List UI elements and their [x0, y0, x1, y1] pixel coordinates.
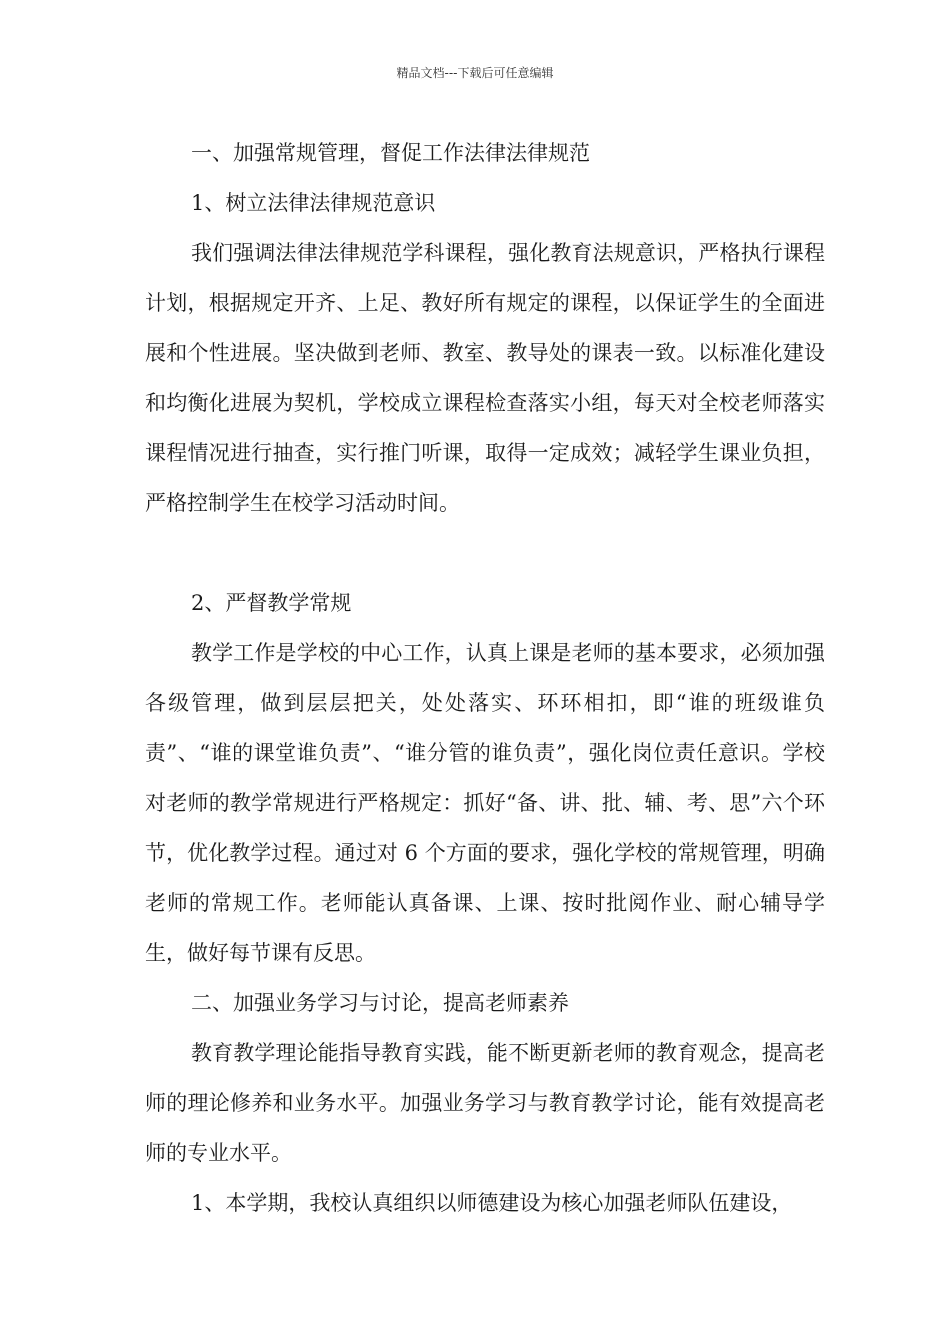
subsection-heading-1-1: 1、树立法律法律规范意识 [191, 191, 436, 215]
paragraph-1: 我们强调法律法律规范学科课程，强化教育法规意识，严格执行课程计划，根据规定开齐、上足、教好所有规定的课程，以保证学生的全面进展和个性进展。坚决做到老师、教室、教导处的课表一致。以标准化建设和均衡化进展为契机，学校成立课程检查落实小组，每天对全校老师落实课程情况进行抽查，实行推门听课，取得一定成效；减轻学生课业负担，严格控制学生在校学习活动时间。 [145, 241, 825, 515]
blank-line [145, 528, 825, 578]
document-body [145, 128, 825, 1228]
subsection-heading-1-2: 2、严督教学常规 [191, 591, 352, 615]
paragraph-3: 教育教学理论能指导教育实践，能不断更新老师的教育观念，提高老师的理论修养和业务水平。加强业务学习与教育教学讨论，能有效提高老师的专业水平。 [145, 1041, 825, 1165]
page-header: 精品文档---下载后可任意编辑 [396, 66, 554, 80]
paragraph-4: 1、本学期，我校认真组织以师德建设为核心加强老师队伍建设， [191, 1191, 793, 1215]
section-heading-1: 一、加强常规管理，督促工作法律法律规范 [191, 141, 590, 165]
section-heading-2: 二、加强业务学习与讨论，提高老师素养 [191, 991, 569, 1015]
paragraph-2: 教学工作是学校的中心工作，认真上课是老师的基本要求，必须加强各级管理，做到层层把关，处处落实、环环相扣，即“谁的班级谁负责”、“谁的课堂谁负责”、“谁分管的谁负责”，强化岗位责任意识。学校对老师的教学常规进行严格规定：抓好“备、讲、批、辅、考、思”六个环节，优化教学过程。通过对 6 个方面的要求，强化学校的常规管理，明确老师的常规工作。老师能认真备课、上课、按时批阅作业、耐心辅导学生，做好每节课有反思。 [145, 641, 825, 965]
